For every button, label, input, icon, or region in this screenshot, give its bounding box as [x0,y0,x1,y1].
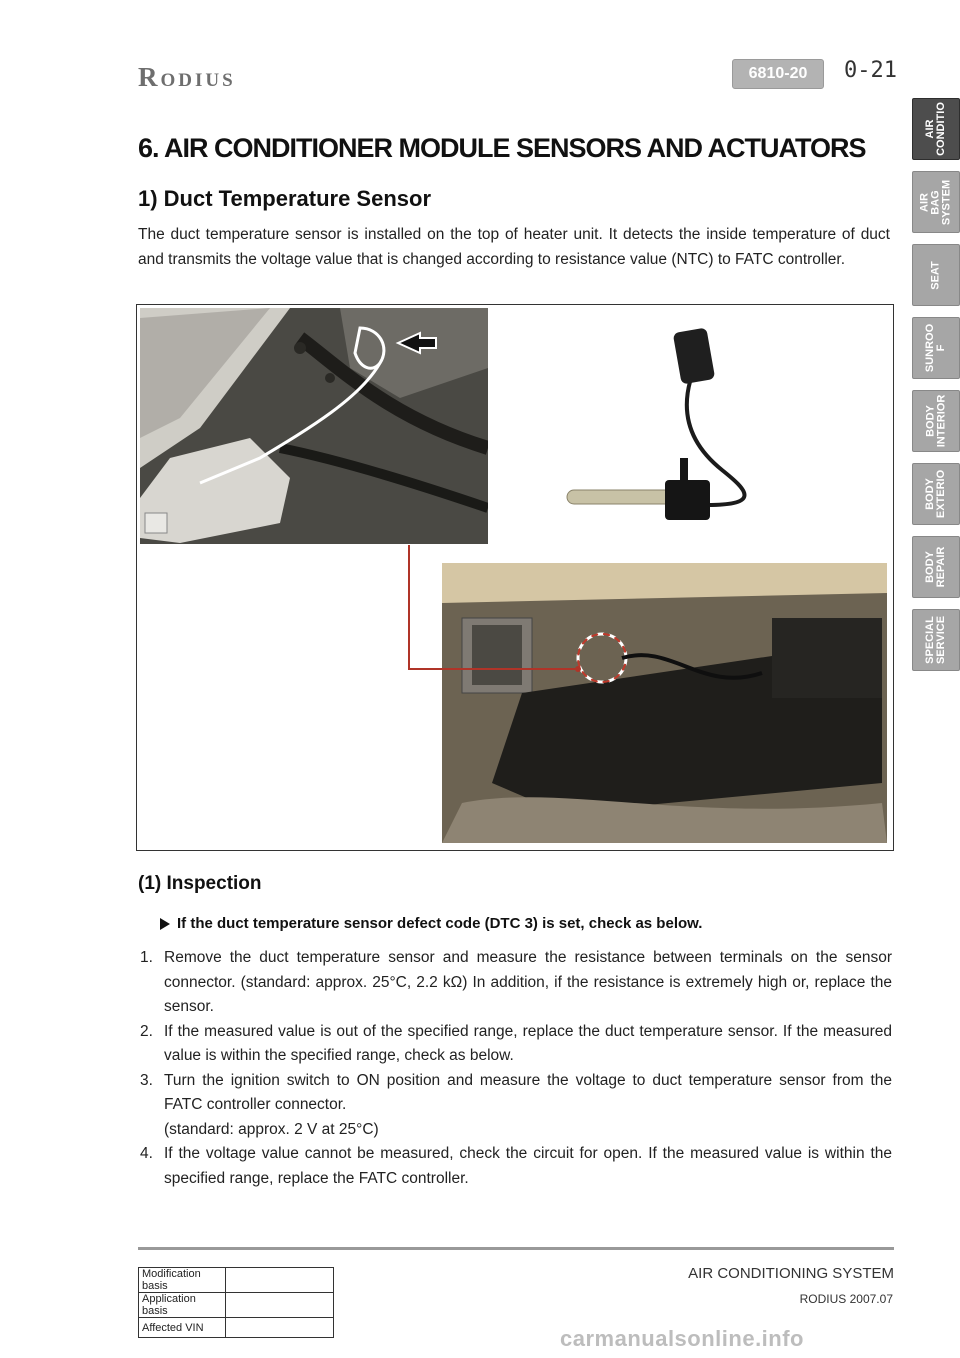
step-text: Turn the ignition switch to ON position and measure the voltage to duct temperature sensor from the FATC controller connector. (standard: approx. 2 V at 25°C) [164,1071,892,1138]
page-title: 6. AIR CONDITIONER MODULE SENSORS AND ACTUATORS [138,133,866,163]
callout-leader-line [137,305,893,850]
chapter-tab-strip [912,98,960,682]
inspection-step [140,1020,892,1069]
dtc-note-text: If the duct temperature sensor defect code (DTC 3) is set, check as below. [177,915,703,932]
tab-air-conditioning[interactable] [912,98,960,160]
tab-label: BODY INTERIOR [924,394,947,448]
step-number: 2. [140,1022,153,1040]
step-number: 4. [140,1145,153,1162]
step-text: If the measured value is out of the specified range, replace the duct temperature sensor. If the measured value is within the specified range, check as below. [164,1022,892,1064]
tab-label: AIR CONDITIO [924,102,947,156]
basis-label: Modification basis [139,1268,226,1293]
edition-label: RODIUS 2007.07 [799,1292,893,1306]
watermark: carmanualsonline.info [560,1326,804,1351]
tab-label: SPECIAL SERVICE [924,615,947,665]
tab-body-interior[interactable] [912,390,960,452]
rodius-logo: Rodius [138,62,236,92]
step-number: 3. [140,1071,153,1089]
tab-label: BODY EXTERIO [924,469,948,519]
section-title: 1) Duct Temperature Sensor [138,186,432,211]
tab-seat[interactable] [912,244,960,306]
basis-label: Application basis [139,1293,226,1318]
bullet-triangle-icon [160,918,170,930]
step-text: Remove the duct temperature sensor and measure the resistance between terminals on the sensor connector. (standard: approx. 25°C, 2.2 kΩ) In addition, if the resistance is extremely high or, replace the sensor. [164,949,892,1015]
inspection-steps [140,946,892,1191]
tab-label: BODY REPAIR [924,546,947,588]
basis-label: Affected VIN [139,1318,226,1338]
tab-sunroof[interactable] [912,317,960,379]
basis-value [226,1293,334,1318]
chapter-name: AIR CONDITIONING SYSTEM [688,1265,894,1282]
step-text: If the voltage value cannot be measured, check the circuit for open. If the measured value is within the specified range, replace the FATC controller. [164,1145,892,1187]
tab-air-bag-system[interactable] [912,171,960,233]
basis-value [226,1318,334,1338]
dtc-note [160,915,702,932]
inspection-step [140,1069,892,1143]
tab-label: SUNROO F [924,323,947,373]
inspection-step [140,1142,892,1191]
step-number: 1. [140,949,153,966]
tab-body-repair[interactable] [912,536,960,598]
section-code-badge: 6810-20 [732,59,824,89]
intro-paragraph: The duct temperature sensor is installed on the top of heater unit. It detects the inside temperature of duct and transmits the voltage value that is changed according to resistance value (NTC) to FATC controller. [138,226,890,268]
page-number: 0-21 [844,58,897,83]
sensor-location-figure [136,304,894,851]
tab-special-service[interactable] [912,609,960,671]
basis-value [226,1268,334,1293]
tab-label: AIR BAG SYSTEM [918,179,953,225]
tab-body-exterior[interactable] [912,463,960,525]
tab-label: SEAT [929,260,942,290]
inspection-title: (1) Inspection [138,873,262,894]
footer-divider [138,1247,894,1250]
modification-basis-table [138,1267,334,1338]
inspection-step [140,946,892,1020]
